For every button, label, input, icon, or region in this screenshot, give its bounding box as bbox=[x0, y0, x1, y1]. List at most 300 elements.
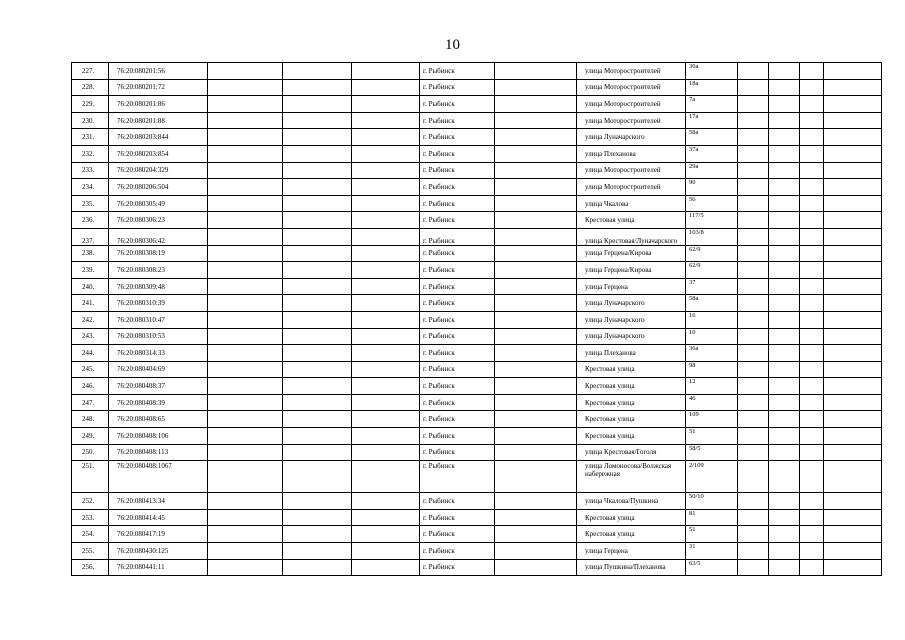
empty-cell bbox=[738, 212, 769, 229]
empty-cell bbox=[738, 179, 769, 196]
empty-cell bbox=[495, 559, 577, 576]
empty-cell bbox=[800, 345, 824, 362]
street-cell: улица Луначарского bbox=[577, 129, 686, 146]
cadastral-number-cell: 76:20:080404:69 bbox=[109, 361, 208, 378]
empty-cell bbox=[824, 559, 882, 576]
empty-cell bbox=[208, 179, 283, 196]
empty-cell bbox=[352, 361, 420, 378]
empty-cell bbox=[738, 444, 769, 461]
empty-cell bbox=[824, 345, 882, 362]
empty-cell bbox=[738, 411, 769, 428]
table-row bbox=[72, 96, 882, 113]
house-number-cell: 117/5 bbox=[686, 212, 738, 229]
house-number-cell: 56 bbox=[686, 195, 738, 212]
house-number-cell: 46 bbox=[686, 394, 738, 411]
empty-cell bbox=[495, 278, 577, 295]
row-number-cell: 231. bbox=[72, 129, 109, 146]
empty-cell bbox=[352, 345, 420, 362]
empty-cell bbox=[800, 63, 824, 80]
empty-cell bbox=[283, 311, 352, 328]
city-cell: г. Рыбинск bbox=[420, 411, 495, 428]
empty-cell bbox=[769, 559, 800, 576]
cadastral-number-cell: 76:20:080206:504 bbox=[109, 179, 208, 196]
empty-cell bbox=[283, 162, 352, 179]
empty-cell bbox=[495, 179, 577, 196]
city-cell: г. Рыбинск bbox=[420, 112, 495, 129]
empty-cell bbox=[769, 328, 800, 345]
table-row bbox=[72, 378, 882, 395]
empty-cell bbox=[495, 328, 577, 345]
empty-cell bbox=[800, 493, 824, 510]
city-cell: г. Рыбинск bbox=[420, 493, 495, 510]
empty-cell bbox=[738, 145, 769, 162]
empty-cell bbox=[208, 145, 283, 162]
street-cell: улица Моторостроителей bbox=[577, 112, 686, 129]
street-cell: улица Герцена bbox=[577, 543, 686, 560]
street-cell: улица Чкалова/Пушкина bbox=[577, 493, 686, 510]
city-cell: г. Рыбинск bbox=[420, 63, 495, 80]
house-number-cell: 17а bbox=[686, 112, 738, 129]
empty-cell bbox=[283, 559, 352, 576]
cadastral-number-cell: 76:20:080203:854 bbox=[109, 145, 208, 162]
empty-cell bbox=[800, 543, 824, 560]
table-row bbox=[72, 212, 882, 229]
empty-cell bbox=[769, 411, 800, 428]
house-number-cell: 37 bbox=[686, 278, 738, 295]
empty-cell bbox=[283, 394, 352, 411]
empty-cell bbox=[824, 493, 882, 510]
empty-cell bbox=[208, 345, 283, 362]
empty-cell bbox=[283, 411, 352, 428]
empty-cell bbox=[283, 509, 352, 526]
house-number-cell: 62/9 bbox=[686, 262, 738, 279]
registry-body bbox=[72, 63, 882, 576]
empty-cell bbox=[738, 262, 769, 279]
empty-cell bbox=[352, 228, 420, 245]
table-row bbox=[72, 461, 882, 493]
empty-cell bbox=[495, 394, 577, 411]
empty-cell bbox=[824, 328, 882, 345]
empty-cell bbox=[208, 228, 283, 245]
empty-cell bbox=[800, 162, 824, 179]
empty-cell bbox=[824, 311, 882, 328]
empty-cell bbox=[738, 559, 769, 576]
empty-cell bbox=[800, 112, 824, 129]
empty-cell bbox=[769, 461, 800, 493]
cadastral-number-cell: 76:20:080408:65 bbox=[109, 411, 208, 428]
empty-cell bbox=[800, 262, 824, 279]
cadastral-number-cell: 76:20:080408:1067 bbox=[109, 461, 208, 493]
empty-cell bbox=[283, 461, 352, 493]
empty-cell bbox=[824, 378, 882, 395]
city-cell: г. Рыбинск bbox=[420, 245, 495, 262]
empty-cell bbox=[495, 129, 577, 146]
empty-cell bbox=[495, 79, 577, 96]
empty-cell bbox=[208, 262, 283, 279]
empty-cell bbox=[495, 162, 577, 179]
empty-cell bbox=[352, 543, 420, 560]
row-number-cell: 245. bbox=[72, 361, 109, 378]
empty-cell bbox=[495, 543, 577, 560]
empty-cell bbox=[352, 493, 420, 510]
empty-cell bbox=[800, 195, 824, 212]
row-number-cell: 235. bbox=[72, 195, 109, 212]
street-cell: улица Луначарского bbox=[577, 295, 686, 312]
empty-cell bbox=[824, 509, 882, 526]
empty-cell bbox=[495, 493, 577, 510]
house-number-cell: 10 bbox=[686, 328, 738, 345]
cadastral-number-cell: 76:20:080413:34 bbox=[109, 493, 208, 510]
city-cell: г. Рыбинск bbox=[420, 394, 495, 411]
empty-cell bbox=[208, 328, 283, 345]
empty-cell bbox=[800, 509, 824, 526]
empty-cell bbox=[208, 129, 283, 146]
table-row bbox=[72, 162, 882, 179]
empty-cell bbox=[769, 493, 800, 510]
empty-cell bbox=[283, 245, 352, 262]
row-number-cell: 246. bbox=[72, 378, 109, 395]
house-number-cell: 2/109 bbox=[686, 461, 738, 493]
empty-cell bbox=[769, 444, 800, 461]
cadastral-number-cell: 76:20:080441:11 bbox=[109, 559, 208, 576]
cadastral-number-cell: 76:20:080417:19 bbox=[109, 526, 208, 543]
table-row bbox=[72, 63, 882, 80]
empty-cell bbox=[824, 526, 882, 543]
row-number-cell: 233. bbox=[72, 162, 109, 179]
empty-cell bbox=[738, 394, 769, 411]
house-number-cell: 51 bbox=[686, 428, 738, 445]
empty-cell bbox=[283, 179, 352, 196]
house-number-cell: 81 bbox=[686, 509, 738, 526]
row-number-cell: 227. bbox=[72, 63, 109, 80]
table-row bbox=[72, 411, 882, 428]
row-number-cell: 238. bbox=[72, 245, 109, 262]
row-number-cell: 250. bbox=[72, 444, 109, 461]
empty-cell bbox=[352, 145, 420, 162]
city-cell: г. Рыбинск bbox=[420, 129, 495, 146]
empty-cell bbox=[283, 345, 352, 362]
cadastral-number-cell: 76:20:080314:33 bbox=[109, 345, 208, 362]
street-cell: улица Герцена bbox=[577, 278, 686, 295]
table-row bbox=[72, 278, 882, 295]
empty-cell bbox=[769, 162, 800, 179]
house-number-cell: 18а bbox=[686, 79, 738, 96]
empty-cell bbox=[208, 361, 283, 378]
empty-cell bbox=[208, 559, 283, 576]
cadastral-number-cell: 76:20:080201:88 bbox=[109, 112, 208, 129]
empty-cell bbox=[495, 311, 577, 328]
cadastral-number-cell: 76:20:080306:42 bbox=[109, 228, 208, 245]
row-number-cell: 244. bbox=[72, 345, 109, 362]
empty-cell bbox=[208, 195, 283, 212]
table-row bbox=[72, 345, 882, 362]
empty-cell bbox=[824, 245, 882, 262]
empty-cell bbox=[495, 361, 577, 378]
table-row bbox=[72, 112, 882, 129]
house-number-cell: 58/5 bbox=[686, 444, 738, 461]
empty-cell bbox=[352, 245, 420, 262]
empty-cell bbox=[769, 129, 800, 146]
street-cell: Крестовая улица bbox=[577, 361, 686, 378]
empty-cell bbox=[824, 295, 882, 312]
table-row bbox=[72, 179, 882, 196]
empty-cell bbox=[824, 428, 882, 445]
house-number-cell: 16 bbox=[686, 311, 738, 328]
street-cell: улица Герцена/Кирова bbox=[577, 245, 686, 262]
row-number-cell: 229. bbox=[72, 96, 109, 113]
table-row bbox=[72, 328, 882, 345]
cadastral-number-cell: 76:20:080201:72 bbox=[109, 79, 208, 96]
empty-cell bbox=[769, 543, 800, 560]
city-cell: г. Рыбинск bbox=[420, 543, 495, 560]
city-cell: г. Рыбинск bbox=[420, 428, 495, 445]
empty-cell bbox=[800, 428, 824, 445]
empty-cell bbox=[824, 63, 882, 80]
house-number-cell: 36а bbox=[686, 345, 738, 362]
empty-cell bbox=[800, 559, 824, 576]
page-number: 10 bbox=[445, 37, 460, 53]
empty-cell bbox=[283, 278, 352, 295]
empty-cell bbox=[283, 428, 352, 445]
table-row bbox=[72, 145, 882, 162]
empty-cell bbox=[352, 411, 420, 428]
row-number-cell: 228. bbox=[72, 79, 109, 96]
cadastral-number-cell: 76:20:080408:106 bbox=[109, 428, 208, 445]
cadastral-number-cell: 76:20:080414:45 bbox=[109, 509, 208, 526]
empty-cell bbox=[208, 509, 283, 526]
house-number-cell: 51 bbox=[686, 526, 738, 543]
street-cell: Крестовая улица bbox=[577, 394, 686, 411]
empty-cell bbox=[283, 444, 352, 461]
empty-cell bbox=[738, 63, 769, 80]
empty-cell bbox=[352, 559, 420, 576]
city-cell: г. Рыбинск bbox=[420, 559, 495, 576]
house-number-cell: 30а bbox=[686, 63, 738, 80]
empty-cell bbox=[824, 411, 882, 428]
city-cell: г. Рыбинск bbox=[420, 345, 495, 362]
empty-cell bbox=[738, 461, 769, 493]
city-cell: г. Рыбинск bbox=[420, 461, 495, 493]
empty-cell bbox=[738, 428, 769, 445]
empty-cell bbox=[769, 509, 800, 526]
empty-cell bbox=[800, 378, 824, 395]
empty-cell bbox=[352, 129, 420, 146]
empty-cell bbox=[824, 195, 882, 212]
house-number-cell: 58а bbox=[686, 295, 738, 312]
house-number-cell: 29а bbox=[686, 162, 738, 179]
city-cell: г. Рыбинск bbox=[420, 262, 495, 279]
empty-cell bbox=[352, 195, 420, 212]
empty-cell bbox=[800, 461, 824, 493]
empty-cell bbox=[495, 295, 577, 312]
row-number-cell: 253. bbox=[72, 509, 109, 526]
empty-cell bbox=[738, 345, 769, 362]
empty-cell bbox=[352, 394, 420, 411]
empty-cell bbox=[738, 245, 769, 262]
cadastral-number-cell: 76:20:080310:39 bbox=[109, 295, 208, 312]
street-cell: Крестовая улица bbox=[577, 428, 686, 445]
empty-cell bbox=[208, 493, 283, 510]
empty-cell bbox=[769, 145, 800, 162]
street-cell: улица Плеханова bbox=[577, 345, 686, 362]
empty-cell bbox=[283, 526, 352, 543]
empty-cell bbox=[352, 79, 420, 96]
empty-cell bbox=[495, 96, 577, 113]
house-number-cell: 50/10 bbox=[686, 493, 738, 510]
city-cell: г. Рыбинск bbox=[420, 228, 495, 245]
city-cell: г. Рыбинск bbox=[420, 378, 495, 395]
table-row bbox=[72, 129, 882, 146]
row-number-cell: 242. bbox=[72, 311, 109, 328]
empty-cell bbox=[738, 361, 769, 378]
registry-table bbox=[71, 62, 882, 576]
table-row bbox=[72, 428, 882, 445]
cadastral-number-cell: 76:20:080408:39 bbox=[109, 394, 208, 411]
city-cell: г. Рыбинск bbox=[420, 526, 495, 543]
empty-cell bbox=[824, 145, 882, 162]
row-number-cell: 248. bbox=[72, 411, 109, 428]
table-row bbox=[72, 79, 882, 96]
empty-cell bbox=[824, 79, 882, 96]
street-cell: Крестовая улица bbox=[577, 526, 686, 543]
row-number-cell: 240. bbox=[72, 278, 109, 295]
empty-cell bbox=[352, 278, 420, 295]
table-row bbox=[72, 311, 882, 328]
cadastral-number-cell: 76:20:080309:48 bbox=[109, 278, 208, 295]
street-cell: улица Луначарского bbox=[577, 311, 686, 328]
row-number-cell: 232. bbox=[72, 145, 109, 162]
empty-cell bbox=[800, 328, 824, 345]
city-cell: г. Рыбинск bbox=[420, 145, 495, 162]
table-row bbox=[72, 509, 882, 526]
empty-cell bbox=[769, 79, 800, 96]
empty-cell bbox=[495, 262, 577, 279]
empty-cell bbox=[738, 543, 769, 560]
cadastral-number-cell: 76:20:080308:23 bbox=[109, 262, 208, 279]
street-cell: Крестовая улица bbox=[577, 411, 686, 428]
street-cell: улица Луначарского bbox=[577, 328, 686, 345]
empty-cell bbox=[824, 394, 882, 411]
street-cell: улица Моторостроителей bbox=[577, 63, 686, 80]
empty-cell bbox=[352, 526, 420, 543]
empty-cell bbox=[824, 262, 882, 279]
city-cell: г. Рыбинск bbox=[420, 179, 495, 196]
street-cell: Крестовая улица bbox=[577, 509, 686, 526]
table-row bbox=[72, 262, 882, 279]
empty-cell bbox=[800, 411, 824, 428]
row-number-cell: 247. bbox=[72, 394, 109, 411]
table-row bbox=[72, 361, 882, 378]
table-row bbox=[72, 245, 882, 262]
empty-cell bbox=[738, 162, 769, 179]
empty-cell bbox=[495, 228, 577, 245]
cadastral-number-cell: 76:20:080306:23 bbox=[109, 212, 208, 229]
house-number-cell: 58а bbox=[686, 129, 738, 146]
table-row bbox=[72, 543, 882, 560]
empty-cell bbox=[800, 394, 824, 411]
empty-cell bbox=[824, 112, 882, 129]
street-cell: улица Крестовая/Гоголя bbox=[577, 444, 686, 461]
empty-cell bbox=[769, 295, 800, 312]
row-number-cell: 255. bbox=[72, 543, 109, 560]
empty-cell bbox=[769, 378, 800, 395]
empty-cell bbox=[800, 444, 824, 461]
city-cell: г. Рыбинск bbox=[420, 311, 495, 328]
row-number-cell: 236. bbox=[72, 212, 109, 229]
empty-cell bbox=[495, 112, 577, 129]
empty-cell bbox=[208, 162, 283, 179]
empty-cell bbox=[208, 378, 283, 395]
empty-cell bbox=[208, 428, 283, 445]
empty-cell bbox=[495, 428, 577, 445]
empty-cell bbox=[738, 328, 769, 345]
house-number-cell: 103/8 bbox=[686, 228, 738, 245]
cadastral-number-cell: 76:20:080305:49 bbox=[109, 195, 208, 212]
house-number-cell: 7а bbox=[686, 96, 738, 113]
empty-cell bbox=[769, 212, 800, 229]
empty-cell bbox=[769, 179, 800, 196]
empty-cell bbox=[283, 96, 352, 113]
empty-cell bbox=[283, 493, 352, 510]
empty-cell bbox=[824, 179, 882, 196]
house-number-cell: 62/9 bbox=[686, 245, 738, 262]
house-number-cell: 90 bbox=[686, 179, 738, 196]
empty-cell bbox=[738, 195, 769, 212]
empty-cell bbox=[495, 526, 577, 543]
empty-cell bbox=[495, 245, 577, 262]
cadastral-number-cell: 76:20:080408:37 bbox=[109, 378, 208, 395]
empty-cell bbox=[824, 444, 882, 461]
empty-cell bbox=[824, 543, 882, 560]
empty-cell bbox=[800, 129, 824, 146]
empty-cell bbox=[208, 63, 283, 80]
empty-cell bbox=[208, 245, 283, 262]
empty-cell bbox=[769, 345, 800, 362]
empty-cell bbox=[769, 245, 800, 262]
empty-cell bbox=[352, 262, 420, 279]
street-cell: улица Моторостроителей bbox=[577, 179, 686, 196]
row-number-cell: 230. bbox=[72, 112, 109, 129]
empty-cell bbox=[824, 361, 882, 378]
empty-cell bbox=[769, 526, 800, 543]
empty-cell bbox=[283, 195, 352, 212]
empty-cell bbox=[769, 278, 800, 295]
house-number-cell: 37а bbox=[686, 145, 738, 162]
empty-cell bbox=[738, 278, 769, 295]
empty-cell bbox=[283, 145, 352, 162]
row-number-cell: 256. bbox=[72, 559, 109, 576]
empty-cell bbox=[800, 96, 824, 113]
row-number-cell: 239. bbox=[72, 262, 109, 279]
city-cell: г. Рыбинск bbox=[420, 328, 495, 345]
cadastral-number-cell: 76:20:080408:113 bbox=[109, 444, 208, 461]
house-number-cell: 109 bbox=[686, 411, 738, 428]
empty-cell bbox=[352, 328, 420, 345]
empty-cell bbox=[769, 228, 800, 245]
cadastral-number-cell: 76:20:080430:125 bbox=[109, 543, 208, 560]
empty-cell bbox=[208, 543, 283, 560]
table-row bbox=[72, 228, 882, 245]
street-cell: улица Пушкина/Плеханова bbox=[577, 559, 686, 576]
table-row bbox=[72, 444, 882, 461]
row-number-cell: 241. bbox=[72, 295, 109, 312]
empty-cell bbox=[352, 444, 420, 461]
empty-cell bbox=[352, 63, 420, 80]
cadastral-number-cell: 76:20:080310:47 bbox=[109, 311, 208, 328]
street-cell: улица Моторостроителей bbox=[577, 79, 686, 96]
empty-cell bbox=[283, 79, 352, 96]
empty-cell bbox=[824, 278, 882, 295]
